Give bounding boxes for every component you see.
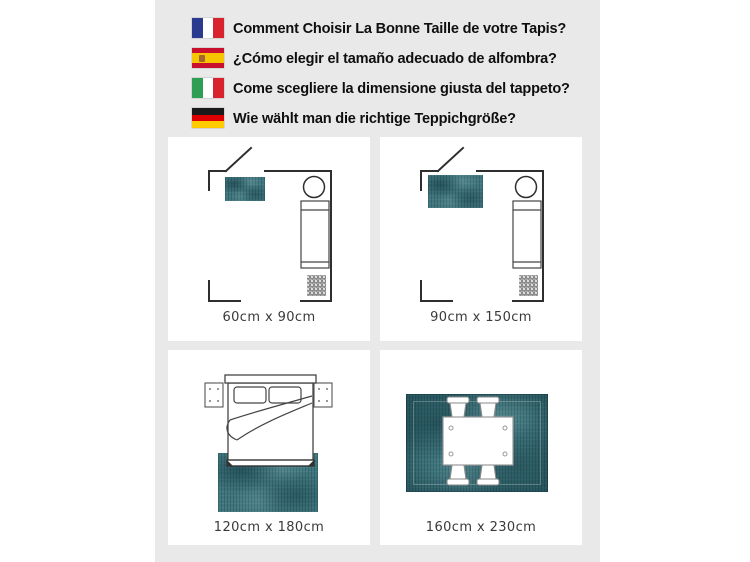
flag-france-icon <box>192 18 224 38</box>
size-label: 160cm x 230cm <box>425 520 537 535</box>
header-title-spanish: ¿Cómo elegir el tamaño adecuado de alfombra? <box>233 49 557 67</box>
language-header <box>192 18 580 138</box>
spain-emblem-icon <box>199 55 205 62</box>
pillow-left <box>234 387 266 403</box>
header-title-italian: Come scegliere la dimensione giusta del tappeto? <box>233 79 570 97</box>
plant-icon <box>519 275 538 296</box>
flag-italy-icon <box>192 78 224 98</box>
header-row-italian <box>192 78 580 98</box>
header-row-french <box>192 18 580 38</box>
header-row-german <box>192 108 580 128</box>
content-strip <box>155 0 600 562</box>
size-label: 60cm x 90cm <box>222 310 316 325</box>
dining-set-top-view <box>380 350 582 545</box>
panel-rug-90x150 <box>380 137 582 341</box>
nightstand-right-icon <box>314 383 332 407</box>
footboard <box>227 460 314 466</box>
sideboard-icon <box>513 201 541 268</box>
chair-bottom-left-icon <box>447 465 469 485</box>
flag-spain-icon <box>192 48 224 68</box>
dining-table-icon <box>443 417 513 465</box>
side-table-icon <box>516 177 537 198</box>
plant-icon <box>307 275 326 296</box>
chair-top-right-icon <box>477 397 499 417</box>
panel-rug-120x180 <box>168 350 370 545</box>
nightstand-left-icon <box>205 383 223 407</box>
header-row-spanish <box>192 48 580 68</box>
side-table-icon <box>304 177 325 198</box>
flag-germany-icon <box>192 108 224 128</box>
panel-rug-160x230 <box>380 350 582 545</box>
chair-top-left-icon <box>447 397 469 417</box>
bed-icon <box>225 375 316 466</box>
panel-rug-60x90 <box>168 137 370 341</box>
door-icon <box>438 148 463 171</box>
headboard <box>225 375 316 383</box>
size-label: 120cm x 180cm <box>213 520 325 535</box>
chair-bottom-right-icon <box>477 465 499 485</box>
door-icon <box>226 148 251 171</box>
sideboard-icon <box>301 201 329 268</box>
header-title-german: Wie wählt man die richtige Teppichgröße? <box>233 109 516 127</box>
size-label: 90cm x 150cm <box>430 310 532 325</box>
header-title-french: Comment Choisir La Bonne Taille de votre Tapis? <box>233 19 567 37</box>
bed-top-view <box>168 350 370 545</box>
